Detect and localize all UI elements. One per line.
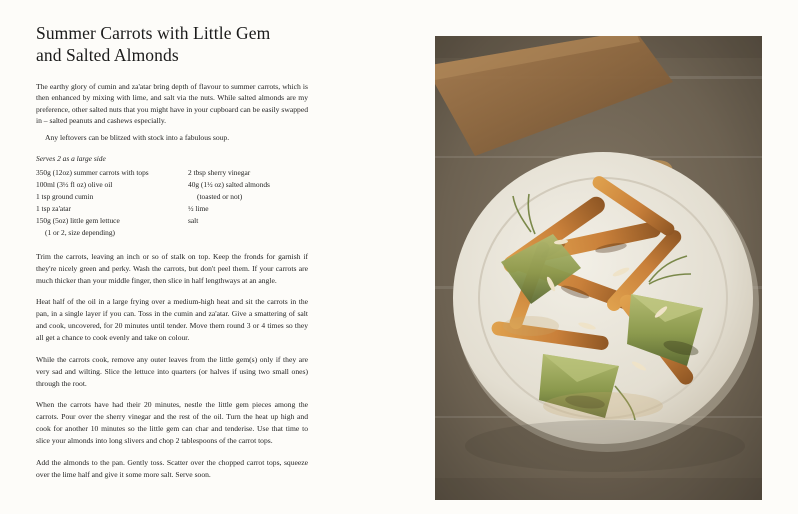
ingredient-item: 2 tbsp sherry vinegar (188, 168, 251, 178)
ingredient-item: 350g (12oz) summer carrots with tops (36, 168, 149, 178)
ingredients-block (36, 153, 308, 239)
text-column (36, 22, 308, 492)
recipe-photo (435, 36, 762, 500)
serves-line: Serves 2 as a large side (36, 154, 106, 164)
method-paragraph: Heat half of the oil in a large frying over a medium-high heat and sit the carrots in the pan, in a single layer if you can. Toss in the cumin and za'atar. Give a smattering of salt and cook, uncovered, for 20 minutes until tender. Move them round 3 or 4 times so they all get a chance to cook evenly and take on colour. (36, 297, 308, 343)
method-paragraph: Trim the carrots, leaving an inch or so of stalk on top. Keep the fronds for garnish if they're nicely green and perky. Wash the carrots, but don't peel them. If your carrots are much thicker than your middle finger, then slice in half lengthways at an angle. (36, 251, 308, 285)
ingredient-item: 1 tsp za'atar (36, 204, 71, 213)
ingredient-item: salt (188, 215, 199, 225)
method-paragraph: When the carrots have had their 20 minutes, nestle the little gem pieces among the carrots. Pour over the sherry vinegar and the rest of the oil. Turn the heat up high and cook for another 10 minutes so the little gem can char and tenderise. Use that time to slice your almonds into long slivers and chop 2 tablespoons of the carrot tops. (36, 400, 308, 445)
method-paragraph: While the carrots cook, remove any outer leaves from the little gem(s) only if they are very sad and wilting. Slice the lettuce into quarters (or halves if using two small ones) through the root. (36, 354, 308, 388)
page-title (36, 22, 308, 67)
ingredients-column-right (188, 167, 308, 239)
ingredient-item: 150g (5oz) little gem lettuce (36, 215, 120, 225)
page-title-line-1: Summer Carrots with Little Gem (36, 23, 271, 43)
method-paragraph: Add the almonds to the pan. Gently toss. Scatter over the chopped carrot tops, squeeze over the lime half and give it some more salt. Serve soon. (36, 457, 308, 479)
ingredient-item-note: (1 or 2, size depending) (45, 227, 115, 237)
ingredient-item: ½ lime (188, 204, 209, 213)
ingredients-column-left (36, 167, 188, 239)
page-title-line-2: and Salted Almonds (36, 45, 179, 66)
intro-paragraph-2: Any leftovers can be blitzed with stock into a fabulous soup. (45, 132, 230, 142)
ingredient-item-note: (toasted or not) (197, 192, 243, 202)
ingredients-columns (36, 167, 308, 239)
ingredient-item: 100ml (3½ fl oz) olive oil (36, 180, 113, 190)
ingredient-item: 40g (1½ oz) salted almonds (188, 180, 270, 190)
intro-paragraph-1: The earthy glory of cumin and za'atar bring depth of flavour to summer carrots, which is then enhanced by mixing with lime, and salt via the nuts. While salted almonds are my preference, other salted nuts that you might have in your cupboard can be easily swapped in – salted peanuts and cashews especially. (36, 81, 308, 126)
ingredient-item: 1 tsp ground cumin (36, 192, 94, 202)
